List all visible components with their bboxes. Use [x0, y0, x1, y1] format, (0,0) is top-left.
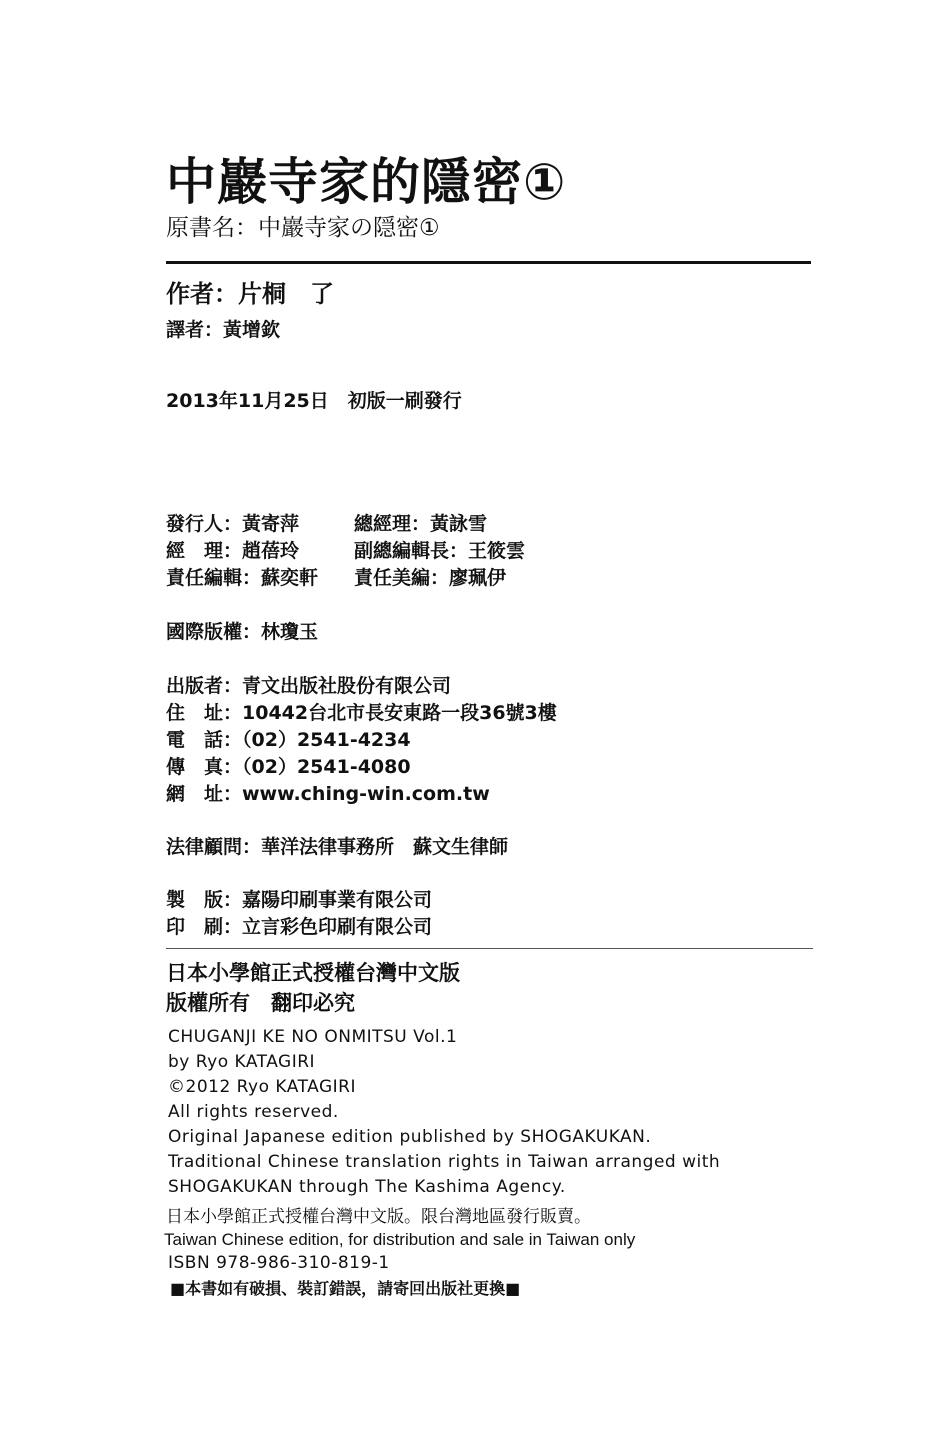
english-line: by Ryo KATAGIRI: [168, 1052, 316, 1072]
publish-date: 2013年11月25日 初版一刷發行: [166, 390, 462, 412]
copyright-cn: 版權所有 翻印必究: [166, 990, 355, 1015]
english-line: All rights reserved.: [168, 1102, 339, 1122]
isbn: ISBN 978-986-310-819-1: [168, 1253, 390, 1273]
staff-left: 發行人：黃寄萍: [166, 513, 300, 535]
rights-manager: 國際版權：林瓊玉: [166, 621, 319, 643]
english-line: Original Japanese edition published by SHOGAKUKAN.: [168, 1127, 652, 1147]
english-line: SHOGAKUKAN through The Kashima Agency.: [168, 1177, 566, 1197]
publisher-fax: 傳 真：（02）2541-4080: [166, 756, 411, 778]
publisher-address: 住 址：10442台北市長安東路一段36號3樓: [166, 702, 557, 724]
bottom-divider: [166, 948, 813, 949]
publisher-website: 網 址：www.ching-win.com.tw: [166, 783, 490, 805]
staff-right: 總經理：黃詠雪: [354, 513, 488, 535]
title-divider: [166, 261, 811, 264]
plate-maker: 製 版：嘉陽印刷事業有限公司: [166, 889, 433, 911]
legal-counsel: 法律顧問：華洋法律事務所 蘇文生律師: [166, 836, 509, 858]
staff-left: 責任編輯：蘇奕軒: [166, 567, 319, 589]
printer: 印 刷：立言彩色印刷有限公司: [166, 916, 433, 938]
staff-row: [166, 565, 507, 592]
staff-row: [166, 511, 488, 538]
staff-right: 責任美編：廖珮伊: [354, 567, 507, 589]
book-title: 中巖寺家的隱密①: [166, 153, 567, 211]
staff-right: 副總編輯長：王筱雲: [354, 540, 526, 562]
author-line: 作者：片桐 了: [166, 280, 334, 308]
publisher-name: 出版者：青文出版社股份有限公司: [166, 675, 452, 697]
staff-row: [166, 538, 526, 565]
distribution-en: Taiwan Chinese edition, for distribution and sale in Taiwan only: [164, 1230, 636, 1249]
damage-notice: ■本書如有破損、裝訂錯誤，請寄回出版社更換■: [170, 1279, 521, 1298]
original-title: 原書名：中巖寺家の隠密①: [166, 215, 440, 241]
translator-line: 譯者：黃增欽: [166, 319, 281, 341]
english-line: ©2012 Ryo KATAGIRI: [168, 1077, 356, 1097]
english-line: Traditional Chinese translation rights in Taiwan arranged with: [168, 1152, 721, 1172]
staff-left: 經 理：趙蓓玲: [166, 540, 300, 562]
license-statement: 日本小學館正式授權台灣中文版: [166, 960, 460, 985]
english-line: CHUGANJI KE NO ONMITSU Vol.1: [168, 1027, 458, 1047]
distribution-cn: 日本小學館正式授權台灣中文版。限台灣地區發行販賣。: [166, 1207, 591, 1227]
publisher-phone: 電 話：（02）2541-4234: [166, 729, 411, 751]
